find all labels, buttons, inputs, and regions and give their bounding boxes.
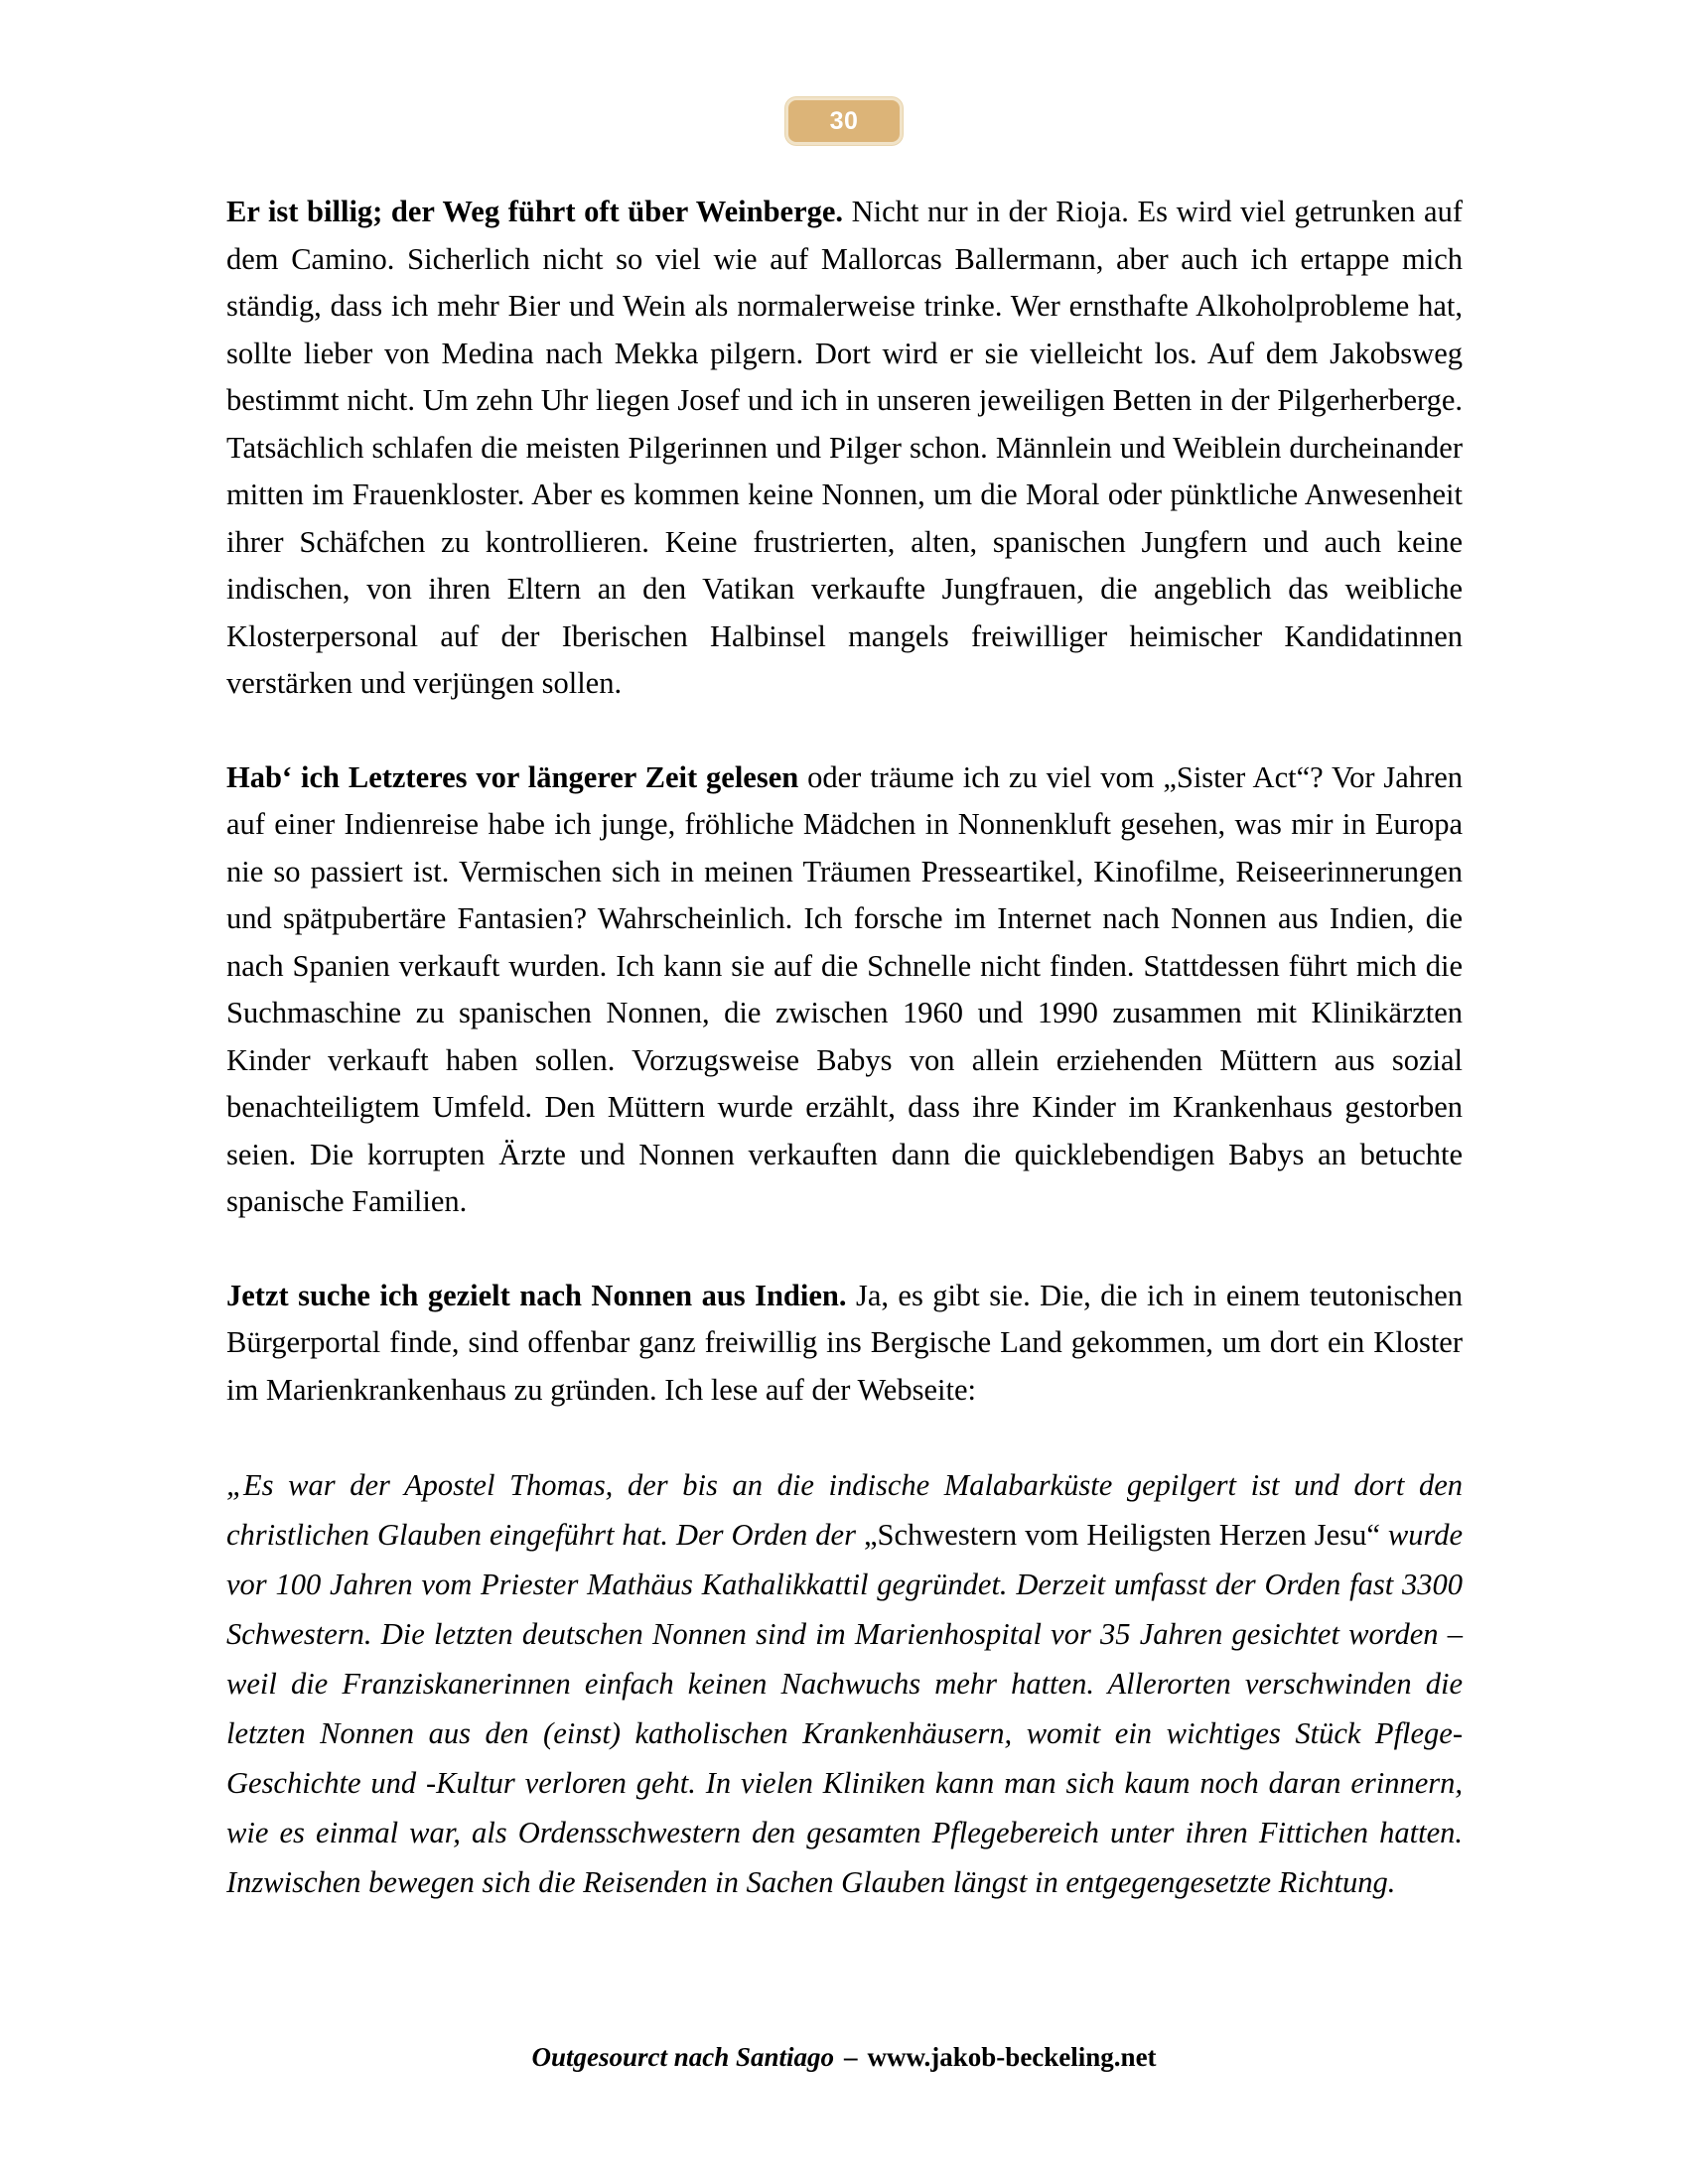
paragraph-3-lead: Jetzt suche ich gezielt nach Nonnen aus Indien. (226, 1278, 847, 1312)
paragraph-3 (226, 1273, 1463, 1415)
quote-order-name: „Schwestern vom Heiligsten Herzen Jesu“ (863, 1518, 1380, 1552)
paragraph-1-lead: Er ist billig; der Weg führt oft über Weinberge. (226, 195, 844, 228)
paragraph-1 (226, 189, 1463, 708)
page-number-container (0, 97, 1688, 145)
paragraph-2-lead: Hab‘ ich Letzteres vor längerer Zeit gelesen (226, 759, 799, 794)
paragraph-2 (226, 754, 1463, 1226)
page-footer (0, 2042, 1688, 2073)
quote-part-2: wurde vor 100 Jahren vom Priester Mathäus Kathalikkattil gegründet. Derzeit umfasst der Orden fast 3300 Schwestern. Die letzten deutschen Nonnen sind im Marienhospital vor 35 Jahren gesichtet worden – weil die Franziskanerinnen einfach keinen Nachwuchs mehr hatten. Allerorten verschwinden die letzten Nonnen aus den (einst) katholischen Krankenhäusern, womit ein wichtiges Stück Pflege-Geschichte und -Kultur verloren geht. In vielen Kliniken kann man sich kaum noch daran erinnern, wie es einmal war, als Ordensschwestern den gesamten Pflegebereich unter ihren Fittichen hatten. Inzwischen bewegen sich die Reisenden in Sachen Glauben längst in entgegengesetzte Richtung. (226, 1518, 1464, 1899)
footer-book-title: Outgesourct nach Santiago (531, 2042, 835, 2072)
page-number-badge: 30 (785, 97, 903, 145)
paragraph-2-body: oder träume ich zu viel vom „Sister Act“? Vor Jahren auf einer Indienreise habe ich junge, fröhliche Mädchen in Nonnenkluft gesehen, was mir in Europa nie so passiert ist. Vermischen sich in meinen Träumen Presseartikel, Kinofilme, Reiseerinnerungen und spätpubertäre Fantasien? Wahrscheinlich. Ich forsche im Internet nach Nonnen aus Indien, die nach Spanien verkauft wurden. Ich kann sie auf die Schnelle nicht finden. Stattdessen führt mich die Suchmaschine zu spanischen Nonnen, die zwischen 1960 und 1990 zusammen mit Klinikärzten Kinder verkauft haben sollen. Vorzugsweise Babys von allein erziehenden Müttern aus sozial benachteiligtem Umfeld. Den Müttern wurde erzählt, dass ihre Kinder im Krankenhaus gestorben seien. Die korrupten Ärzte und Nonnen verkauften dann die quicklebendigen Babys an betuchte spanische Familien. (226, 759, 1463, 1218)
paragraph-1-body: Nicht nur in der Rioja. Es wird viel getrunken auf dem Camino. Sicherlich nicht so viel wie auf Mallorcas Ballermann, aber auch ich ertappe mich ständig, dass ich mehr Bier und Wein als normalerweise trinke. Wer ernsthafte Alkoholprobleme hat, sollte lieber von Medina nach Mekka pilgern. Dort wird er sie vielleicht los. Auf dem Jakobsweg bestimmt nicht. Um zehn Uhr liegen Josef und ich in unseren jeweiligen Betten in der Pilgerherberge. Tatsächlich schlafen die meisten Pilgerinnen und Pilger schon. Männlein und Weiblein durcheinander mitten im Frauenkloster. Aber es kommen keine Nonnen, um die Moral oder pünktliche Anwesenheit ihrer Schäfchen zu kontrollieren. Keine frustrierten, alten, spanischen Jungfern und auch keine indischen, von ihren Eltern an den Vatikan verkaufte Jungfrauen, die angeblich das weibliche Klosterpersonal auf der Iberischen Halbinsel mangels freiwilliger heimischer Kandidatinnen verstärken und verjüngen sollen. (226, 195, 1463, 700)
blockquote-website-excerpt (226, 1460, 1463, 1907)
footer-separator: – (844, 2042, 858, 2072)
text-column (226, 189, 1463, 1907)
footer-website-url[interactable]: www.jakob-beckeling.net (867, 2042, 1157, 2072)
paragraph-3-body: Ja, es gibt sie. Die, die ich in einem teutonischen Bürgerportal finde, sind offenbar ganz freiwillig ins Bergische Land gekommen, um dort ein Kloster im Marienkrankenhaus zu gründen. Ich lese auf der Webseite: (226, 1278, 1463, 1407)
quote-part-1: „Es war der Apostel Thomas, der bis an die indische Malabarküste gepilgert ist und dort den christlichen Glauben eingeführt hat. Der Orden der (226, 1468, 1463, 1552)
